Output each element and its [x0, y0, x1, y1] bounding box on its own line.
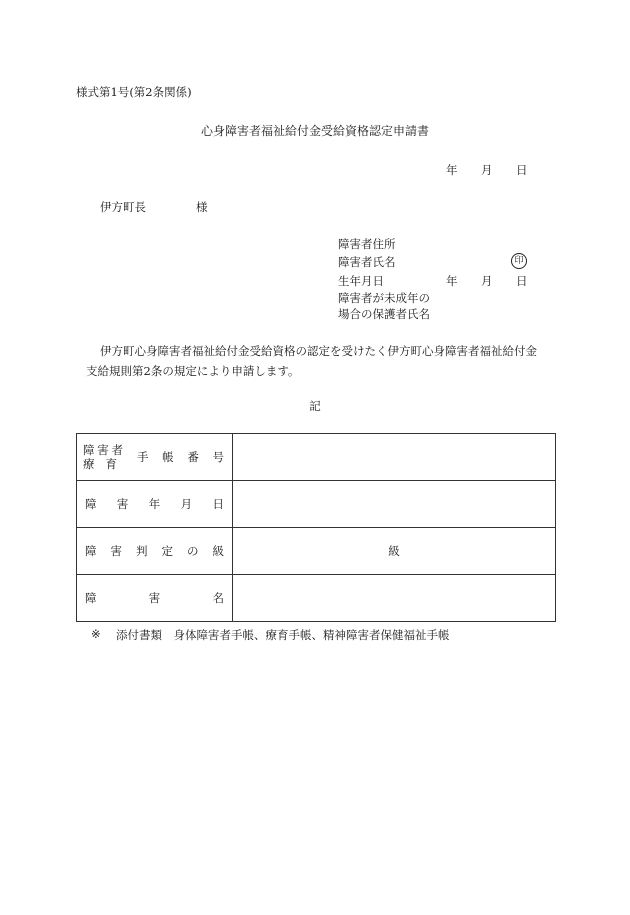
ki-heading: 記: [309, 399, 321, 413]
applicant-name-label: 障害者氏名: [338, 255, 396, 269]
table-row: [77, 481, 556, 528]
seal-mark: 印: [511, 253, 527, 269]
disability-date-label: 障 害 年 月 日: [77, 481, 233, 528]
date-month: 月: [481, 163, 493, 177]
statement-line-2: 支給規則第2条の規定により申請します。: [86, 364, 300, 378]
disability-grade-label: 障 害 判 定 の 級: [77, 528, 233, 575]
handbook-number-label: 障 害 者 療 育 手 帳 番 号: [77, 434, 233, 481]
document-title: 心身障害者福祉給付金受給資格認定申請書: [200, 124, 429, 138]
birth-date-label: 生年月日: [338, 274, 384, 288]
disability-date-field[interactable]: [233, 481, 556, 528]
addressee: 伊方町長: [100, 200, 146, 214]
attachments-note: 添付書類 身体障害者手帳、療育手帳、精神障害者保健福祉手帳: [116, 628, 450, 642]
table-row: [77, 434, 556, 481]
applicant-address-label: 障害者住所: [338, 237, 396, 251]
date-year: 年: [446, 163, 458, 177]
birth-day: 日: [516, 274, 528, 288]
disability-name-field[interactable]: [233, 575, 556, 622]
disability-name-label: 障 害 名: [77, 575, 233, 622]
table-row: [77, 575, 556, 622]
birth-month: 月: [481, 274, 493, 288]
disability-grade-field[interactable]: [233, 528, 556, 575]
table-row: [77, 528, 556, 575]
guardian-label-line1: 障害者が未成年の: [338, 291, 430, 305]
note-mark: ※: [91, 627, 101, 641]
form-number: 様式第1号(第2条関係): [76, 85, 192, 99]
date-day: 日: [516, 163, 528, 177]
statement-line-1: 伊方町心身障害者福祉給付金受給資格の認定を受けたく伊方町心身障害者福祉給付金: [100, 344, 537, 358]
honorific: 様: [196, 200, 208, 214]
grade-suffix: 級: [388, 544, 400, 558]
birth-year: 年: [446, 274, 458, 288]
application-statement: [76, 341, 566, 381]
guardian-label-line2: 場合の保護者氏名: [338, 307, 430, 321]
handbook-number-field[interactable]: [233, 434, 556, 481]
detail-table: [76, 433, 556, 622]
